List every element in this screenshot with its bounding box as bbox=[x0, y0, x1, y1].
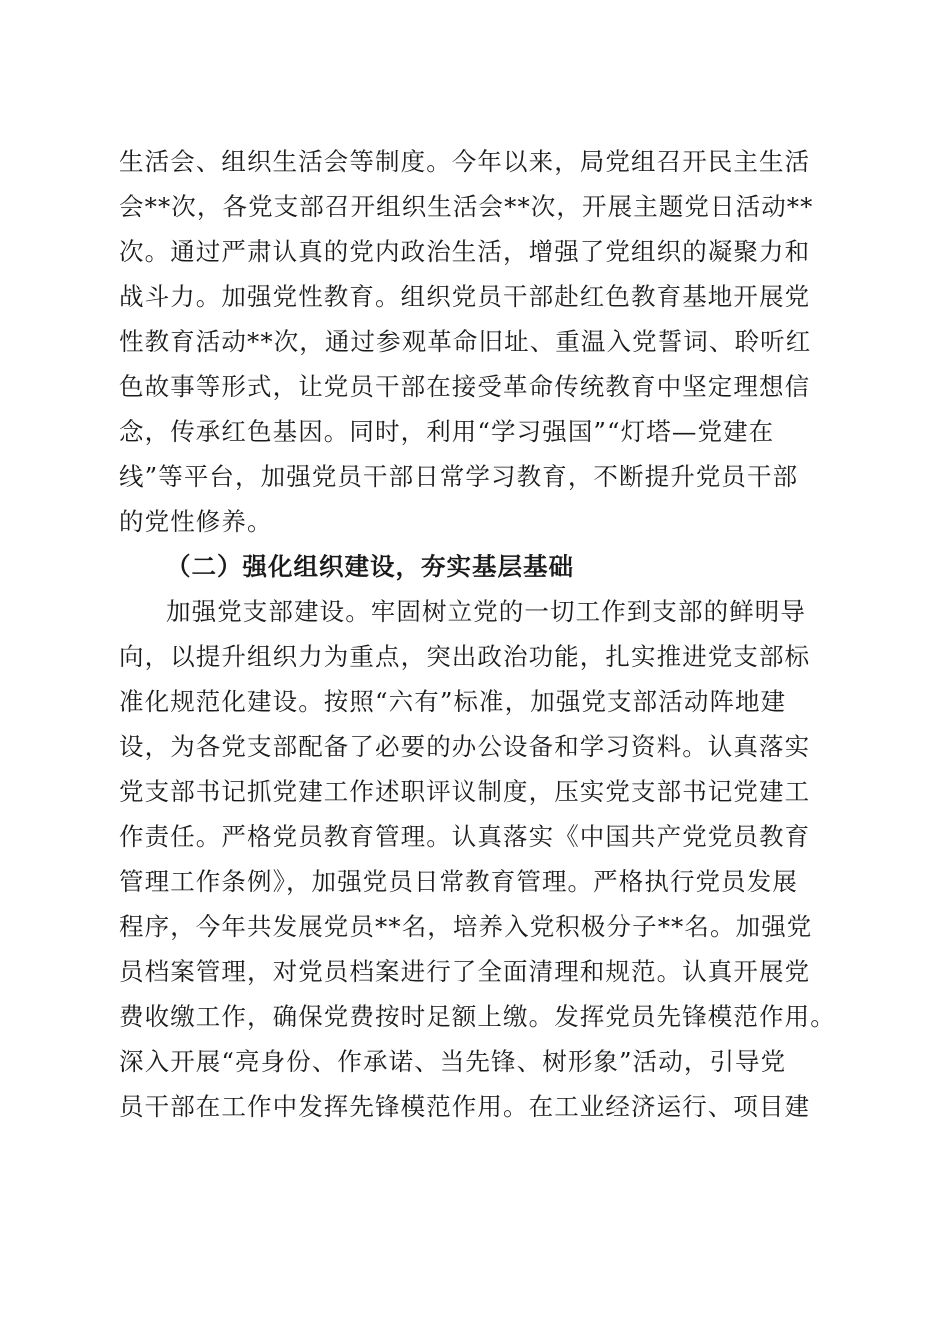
text-line: 程序，今年共发展党员**名，培养入党积极分子**名。加强党 bbox=[119, 912, 813, 941]
text-line: 费收缴工作，确保党费按时足额上缴。发挥党员先锋模范作用。 bbox=[119, 1002, 836, 1031]
section-heading: （二）强化组织建设，夯实基层基础 bbox=[166, 552, 574, 581]
text-line: 次。通过严肃认真的党内政治生活，增强了党组织的凝聚力和 bbox=[119, 237, 811, 266]
text-line: 管理工作条例》，加强党员日常教育管理。严格执行党员发展 bbox=[119, 867, 798, 896]
text-line: 线”等平台，加强党员干部日常学习教育，不断提升党员干部 bbox=[119, 462, 799, 491]
text-line: 色故事等形式，让党员干部在接受革命传统教育中坚定理想信 bbox=[119, 372, 811, 401]
text-line: 员干部在工作中发挥先锋模范作用。在工业经济运行、项目建 bbox=[119, 1092, 811, 1121]
text-line: 党支部书记抓党建工作述职评议制度，压实党支部书记党建工 bbox=[119, 777, 811, 806]
text-line: 念，传承红色基因。同时，利用“学习强国”“灯塔—党建在 bbox=[119, 417, 775, 446]
text-line: 深入开展“亮身份、作承诺、当先锋、树形象”活动，引导党 bbox=[119, 1047, 787, 1076]
text-line: 作责任。严格党员教育管理。认真落实《中国共产党党员教育 bbox=[119, 822, 811, 851]
text-line: 准化规范化建设。按照“六有”标准，加强党支部活动阵地建 bbox=[119, 687, 787, 716]
text-line: 设，为各党支部配备了必要的办公设备和学习资料。认真落实 bbox=[119, 732, 811, 761]
text-line: 性教育活动**次，通过参观革命旧址、重温入党誓词、聆听红 bbox=[119, 327, 812, 356]
text-line: 的党性修养。 bbox=[119, 507, 273, 536]
text-line: 战斗力。加强党性教育。组织党员干部赴红色教育基地开展党 bbox=[119, 282, 811, 311]
text-line: 会**次，各党支部召开组织生活会**次，开展主题党日活动** bbox=[119, 192, 814, 221]
text-line: 生活会、组织生活会等制度。今年以来，局党组召开民主生活 bbox=[119, 147, 811, 176]
text-line: 加强党支部建设。牢固树立党的一切工作到支部的鲜明导 bbox=[166, 597, 806, 626]
text-line: 向，以提升组织力为重点，突出政治功能，扎实推进党支部标 bbox=[119, 642, 811, 671]
text-line: 员档案管理，对党员档案进行了全面清理和规范。认真开展党 bbox=[119, 957, 811, 986]
